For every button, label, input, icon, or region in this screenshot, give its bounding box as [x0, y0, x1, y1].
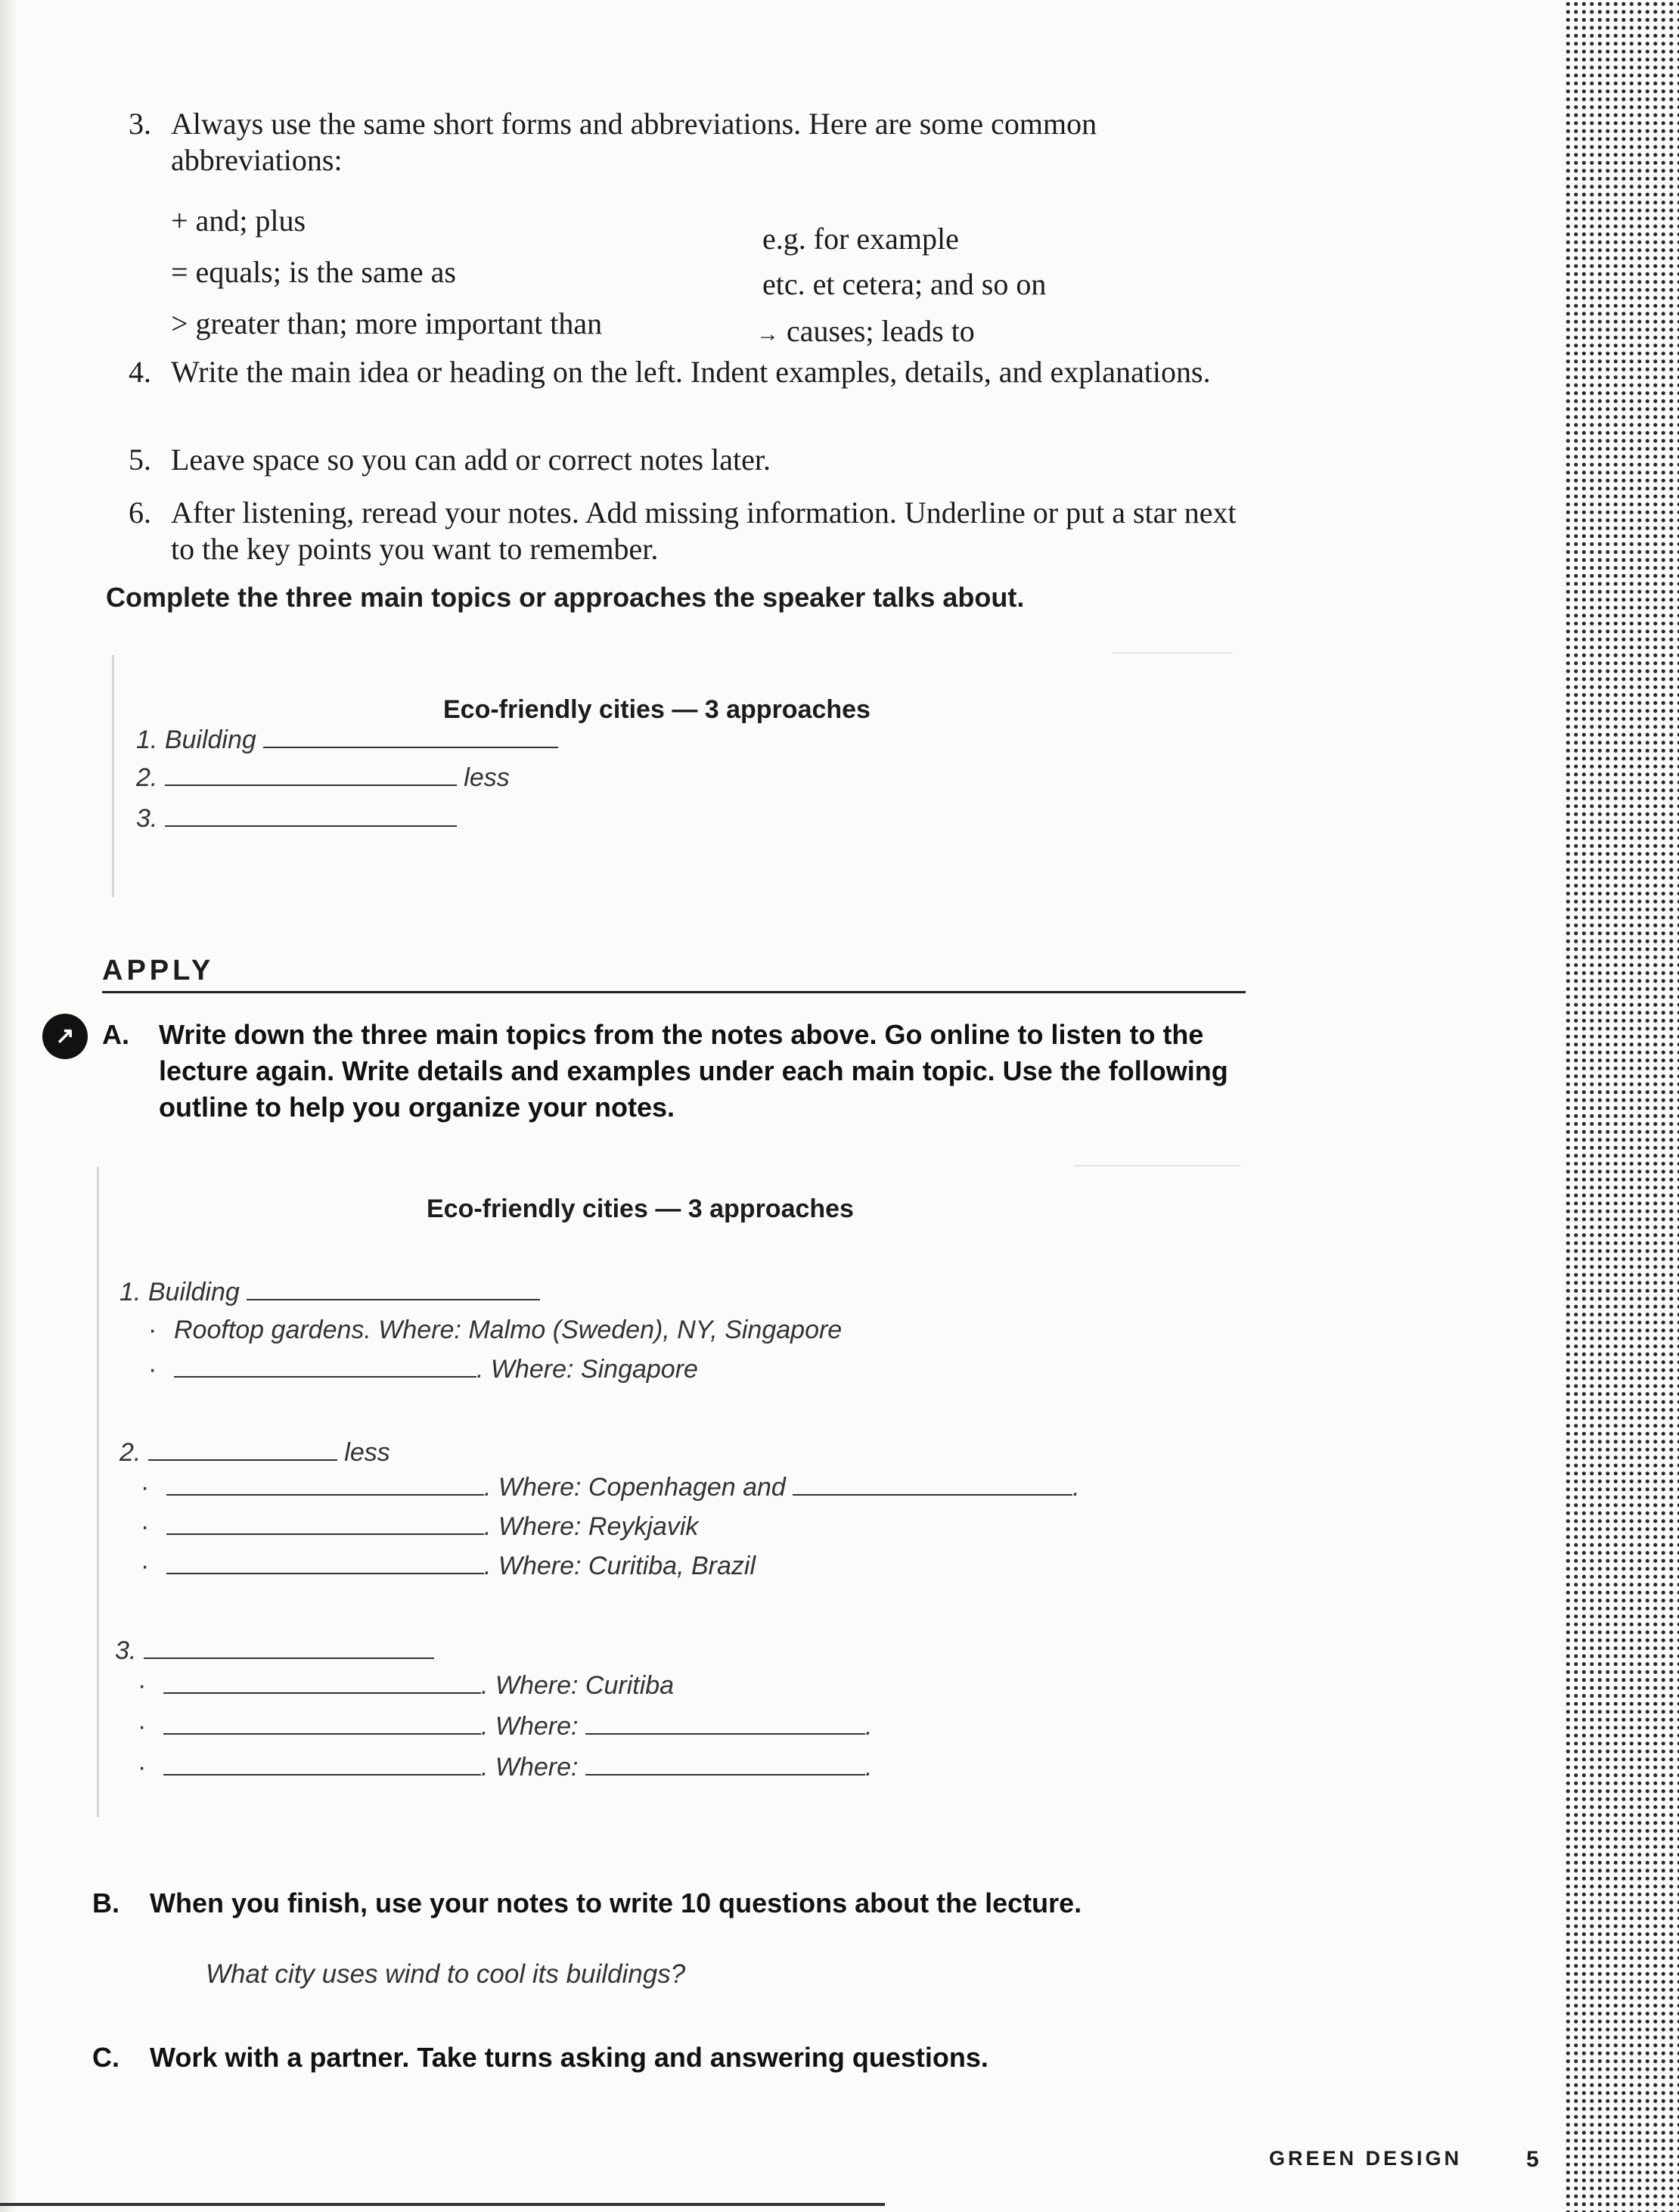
blank-line[interactable]	[148, 1438, 337, 1461]
abbr-eg: e.g. for example	[762, 222, 959, 256]
task-text: Write down the three main topics from the notes above. Go online to listen to the lecture again. Write details and examples under each main topic. Use the following outline to help you organize your notes.	[159, 1019, 1228, 1123]
outline-1-item-3	[136, 803, 457, 834]
tip-number: 4.	[129, 355, 151, 389]
blank-line[interactable]	[166, 1473, 484, 1496]
abbr-causes	[756, 313, 975, 353]
bullet-text: . Where:	[481, 1712, 579, 1741]
outline-box-2-top	[1074, 1165, 1240, 1167]
bullet-icon: ·	[138, 1671, 147, 1700]
blank-line[interactable]	[793, 1473, 1072, 1496]
instruction-text: Complete the three main topics or approaches the speaker talks about.	[106, 582, 1025, 613]
item-number: 3.	[136, 804, 158, 833]
outline-2-s1-bullet-2	[148, 1354, 698, 1384]
blank-line[interactable]	[165, 763, 457, 786]
item-suffix: less	[344, 1438, 390, 1467]
bullet-text: . Where: Curitiba, Brazil	[484, 1552, 756, 1580]
item-number: 3.	[115, 1636, 137, 1665]
item-number: 2.	[136, 763, 158, 792]
blank-line[interactable]	[166, 1552, 484, 1574]
blank-line[interactable]	[163, 1712, 481, 1735]
outline-2-section-3	[115, 1636, 434, 1666]
outline-2-s3-bullet-2	[138, 1711, 872, 1741]
period: .	[1072, 1473, 1080, 1502]
outline-2-section-1	[119, 1277, 540, 1307]
bullet-text: . Where: Curitiba	[481, 1671, 675, 1700]
item-prefix: Building	[147, 1278, 240, 1306]
blank-line[interactable]	[166, 1512, 484, 1535]
outline-2-s2-bullet-3	[141, 1551, 756, 1581]
outline-1-title: Eco-friendly cities — 3 approaches	[443, 695, 871, 724]
bullet-icon: ·	[148, 1355, 157, 1384]
bullet-text: Rooftop gardens. Where: Malmo (Sweden), NY, Singapore	[174, 1316, 843, 1344]
tip-number: 3.	[129, 107, 151, 141]
blank-line[interactable]	[585, 1753, 865, 1776]
blank-line[interactable]	[174, 1355, 476, 1378]
outline-box-1-top	[1112, 652, 1233, 654]
bullet-text: . Where: Singapore	[476, 1355, 698, 1384]
scan-edge-shadow	[0, 0, 17, 2212]
bullet-icon: ·	[141, 1552, 150, 1580]
item-suffix: less	[464, 763, 510, 792]
item-prefix: Building	[164, 725, 256, 754]
bullet-icon: ·	[141, 1473, 150, 1502]
tip-text: Write the main idea or heading on the left. Indent examples, details, and explanations.	[171, 355, 1211, 389]
bullet-text: . Where: Reykjavik	[484, 1512, 699, 1541]
blank-line[interactable]	[585, 1712, 865, 1735]
outline-2-title: Eco-friendly cities — 3 approaches	[427, 1195, 854, 1223]
abbr-etc: etc. et cetera; and so on	[762, 267, 1047, 301]
tip-text: Always use the same short forms and abbreviations. Here are some common abbreviations:	[171, 107, 1097, 177]
outline-box-2-border	[97, 1167, 99, 1817]
footer-unit-label: GREEN DESIGN	[1269, 2147, 1463, 2170]
period: .	[864, 1753, 873, 1782]
tip-text: Leave space so you can add or correct notes later.	[171, 443, 771, 477]
bullet-icon: ·	[138, 1712, 147, 1741]
task-letter: C.	[92, 2042, 119, 2073]
tip-number: 5.	[129, 443, 151, 477]
blank-line[interactable]	[163, 1671, 481, 1694]
tip-number: 6.	[129, 496, 151, 530]
task-b-example: What city uses wind to cool its buildings?	[206, 1959, 686, 1989]
outline-2-section-2	[119, 1437, 390, 1468]
online-practice-icon: ↗	[42, 1014, 88, 1059]
arrow-icon: →	[756, 322, 779, 346]
item-number: 2.	[119, 1438, 141, 1467]
blank-line[interactable]	[165, 804, 457, 827]
apply-heading: APPLY	[102, 955, 215, 986]
blank-line[interactable]	[247, 1278, 540, 1300]
period: .	[864, 1712, 873, 1741]
outline-1-item-1	[136, 725, 558, 755]
tip-text: After listening, reread your notes. Add missing information. Underline or put a star next to the key points you want to remember.	[171, 496, 1237, 566]
outline-2-s1-bullet-1	[148, 1315, 842, 1345]
bottom-rule	[0, 2203, 885, 2206]
outline-2-s3-bullet-1	[138, 1670, 674, 1701]
outline-2-s2-bullet-2	[141, 1511, 698, 1542]
abbr-greater: > greater than; more important than	[171, 306, 603, 340]
blank-line[interactable]	[144, 1636, 434, 1659]
item-number: 1.	[119, 1278, 141, 1306]
abbr-plus: + and; plus	[171, 203, 306, 238]
apply-rule	[102, 991, 1246, 993]
blank-line[interactable]	[263, 725, 558, 748]
bullet-icon: ·	[141, 1512, 150, 1541]
task-letter: A.	[102, 1019, 129, 1050]
outline-1-item-2	[136, 763, 510, 793]
abbr-equals: = equals; is the same as	[171, 255, 456, 289]
item-number: 1.	[136, 725, 158, 754]
dot-pattern-margin	[1564, 0, 1679, 2212]
outline-2-s2-bullet-1	[141, 1472, 1080, 1502]
task-letter: B.	[92, 1887, 119, 1918]
task-text: Work with a partner. Take turns asking and answering questions.	[150, 2042, 988, 2073]
blank-line[interactable]	[163, 1753, 481, 1776]
abbr-causes-text: causes; leads to	[787, 314, 975, 348]
page-number: 5	[1526, 2147, 1542, 2172]
outline-box-1-border	[112, 655, 114, 897]
bullet-text: . Where: Copenhagen and	[484, 1473, 786, 1502]
outline-2-s3-bullet-3	[138, 1752, 872, 1782]
bullet-text: . Where:	[481, 1753, 579, 1782]
task-text: When you finish, use your notes to write 10 questions about the lecture.	[150, 1887, 1082, 1918]
bullet-icon: ·	[148, 1316, 157, 1344]
bullet-icon: ·	[138, 1753, 147, 1782]
